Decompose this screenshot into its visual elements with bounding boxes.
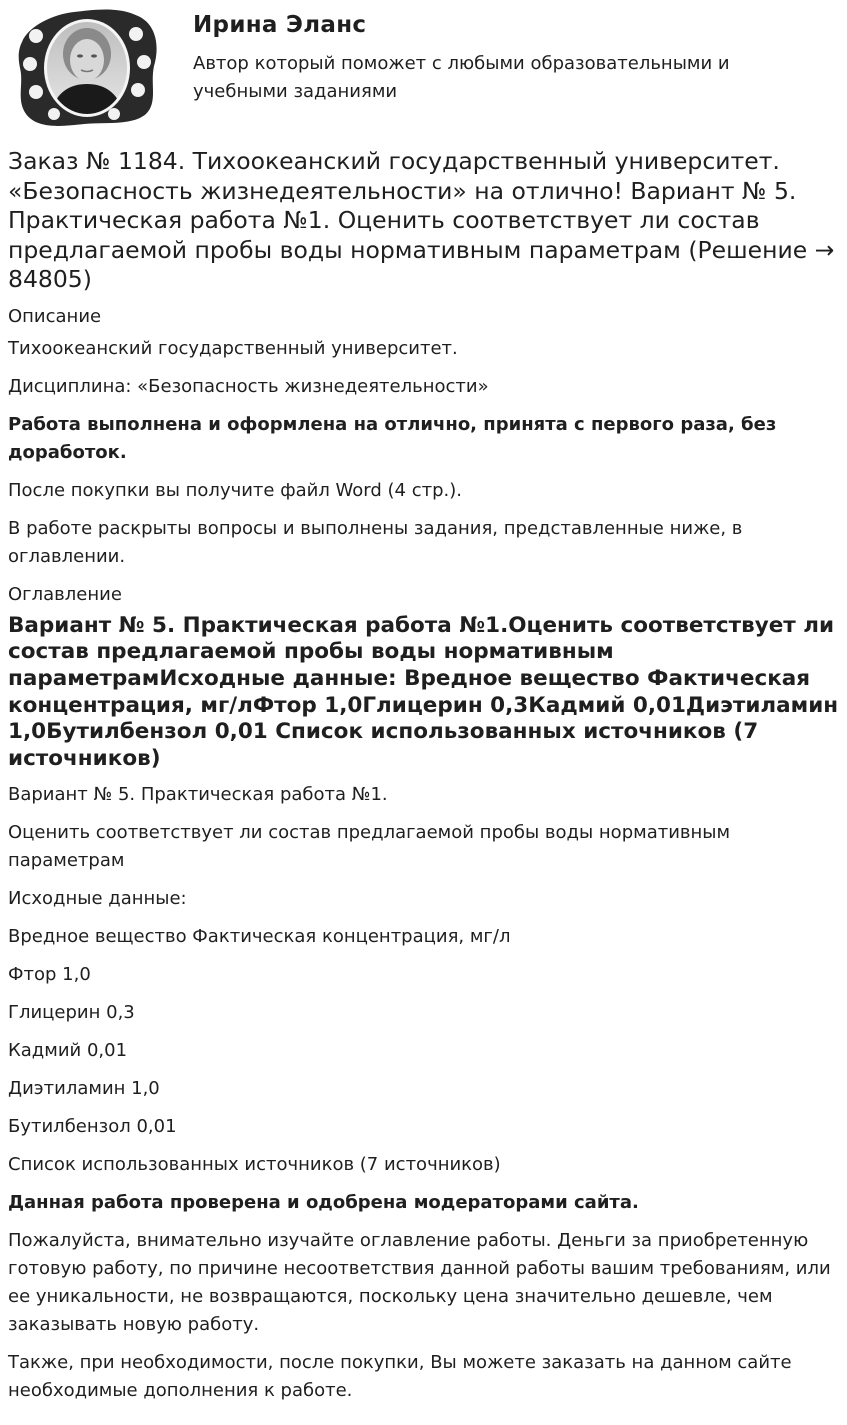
quality-text: Работа выполнена и оформлена на отлично, принята с первого раза, без доработок.: [8, 413, 777, 463]
author-card: [8, 0, 839, 135]
author-avatar[interactable]: [14, 6, 160, 128]
toc-heading: Вариант № 5. Практическая работа №1.Оценить соответствует ли состав предлагаемой пробы воды нормативным параметрамИсходные данные: Вредное вещество Фактическая концентрация, мг/лФтор 1,0Глицерин 0,3Кадмий 0,01Диэтиламин 1,0Бутилбензол 0,01 Список использованных источников (7 источников): [8, 612, 839, 772]
moderation-text: Данная работа проверена и одобрена модераторами сайта.: [8, 1191, 639, 1213]
addons-text: Также, при необходимости, после покупки, Вы можете заказать на данном сайте необходимые дополнения к работе.: [8, 1351, 792, 1401]
avatar-film-frame-icon: [14, 6, 160, 128]
toc-line: Список использованных источников (7 источников): [8, 1153, 501, 1175]
description-label: Описание: [8, 305, 102, 327]
refund-notice-text: Пожалуйста, внимательно изучайте оглавление работы. Деньги за приобретенную готовую работу, по причине несоответствия данной работы вашим требованиям, или ее уникальности, не возвращаются, поскольку цена значительно дешевле, чем заказывать новую работу.: [8, 1229, 831, 1335]
university-text: Тихоокеанский государственный университет.: [8, 337, 458, 359]
toc-line: Оценить соответствует ли состав предлагаемой пробы воды нормативным параметрам: [8, 821, 731, 871]
file-info-text: После покупки вы получите файл Word (4 стр.).: [8, 479, 463, 501]
toc-line: Вариант № 5. Практическая работа №1.: [8, 783, 388, 805]
toc-line: Диэтиламин 1,0: [8, 1077, 160, 1099]
author-description: Автор который поможет с любыми образовательными и учебными заданиями: [193, 53, 730, 102]
toc-label: Оглавление: [8, 583, 122, 605]
page-title: Заказ № 1184. Тихоокеанский государственный университет. «Безопасность жизнедеятельности» на отлично! Вариант № 5. Практическая работа №1. Оценить соответствует ли состав предлагаемой пробы воды нормативным параметрам (Решение → 84805): [8, 147, 835, 293]
toc-line: Глицерин 0,3: [8, 1001, 135, 1023]
toc-line: Бутилбензол 0,01: [8, 1115, 177, 1137]
contents-info-text: В работе раскрыты вопросы и выполнены задания, представленные ниже, в оглавлении.: [8, 517, 743, 567]
toc-line: Фтор 1,0: [8, 963, 91, 985]
toc-line: Кадмий 0,01: [8, 1039, 128, 1061]
toc-line: Исходные данные:: [8, 887, 187, 909]
author-name[interactable]: Ирина Эланс: [193, 12, 367, 38]
discipline-text: Дисциплина: «Безопасность жизнедеятельности»: [8, 375, 489, 397]
toc-line: Вредное вещество Фактическая концентрация, мг/л: [8, 925, 511, 947]
